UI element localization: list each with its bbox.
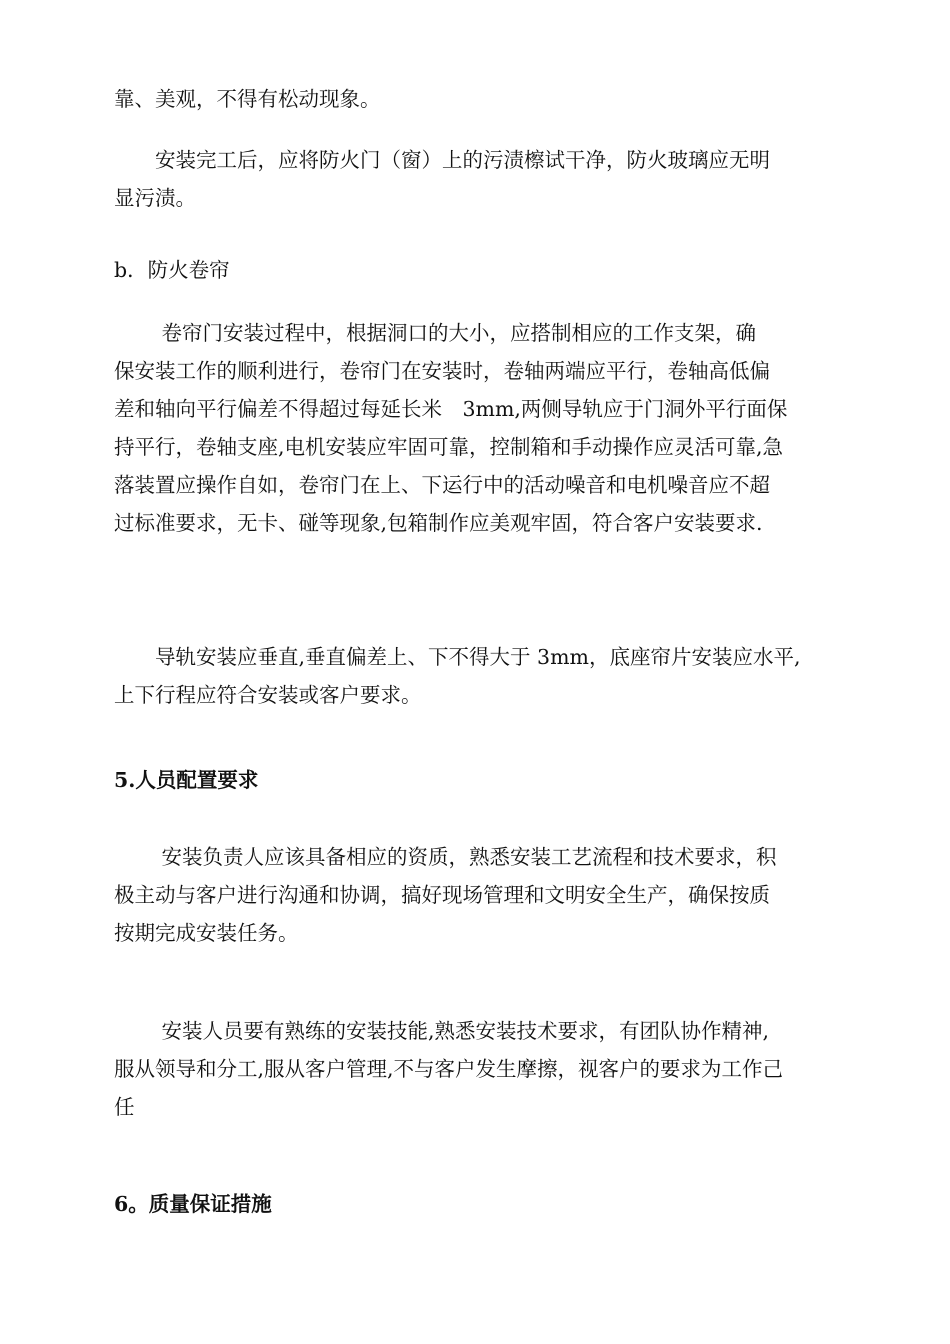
paragraph-line: 服从领导和分工,服从客户管理,不与客户发生摩擦，视客户的要求为工作己 <box>114 1057 784 1081</box>
paragraph-installation-staff <box>114 1012 844 1126</box>
paragraph-line: 落装置应操作自如，卷帘门在上、下运行中的活动噪音和电机噪音应不超 <box>114 473 770 497</box>
paragraph-line: 安装完工后，应将防火门（窗）上的污渍檫试干净，防火玻璃应无明 <box>114 148 770 172</box>
section-heading-staffing: 5.人员配置要求 <box>114 768 259 792</box>
paragraph-line: b．防火卷帘 <box>114 258 230 282</box>
section-heading-quality: 6。质量保证措施 <box>114 1192 272 1216</box>
paragraph-line: 导轨安装应垂直,垂直偏差上、下不得大于 3mm，底座帘片安装应水平, <box>114 645 801 669</box>
paragraph-line: 按期完成安装任务。 <box>114 921 299 945</box>
subheading-fire-shutter <box>114 251 844 289</box>
paragraph-line: 差和轴向平行偏差不得超过每延长米 3mm,两侧导轨应于门洞外平行面保 <box>114 397 788 421</box>
paragraph-line: 卷帘门安装过程中，根据洞口的大小，应搭制相应的工作支架，确 <box>114 321 757 345</box>
paragraph-line: 保安装工作的顺利进行，卷帘门在安装时，卷轴两端应平行，卷轴高低偏 <box>114 359 770 383</box>
paragraph-line: 安装负责人应该具备相应的资质，熟悉安装工艺流程和技术要求，积 <box>114 845 777 869</box>
paragraph-line: 上下行程应符合安装或客户要求。 <box>114 683 422 707</box>
paragraph-line: 显污渍。 <box>114 186 196 210</box>
paragraph-shutter-installation <box>114 314 844 542</box>
paragraph-guide-rail <box>114 638 844 714</box>
paragraph-line: 安装人员要有熟练的安装技能,熟悉安装技术要求，有团队协作精神, <box>114 1019 770 1043</box>
paragraph-cleaning <box>114 141 844 217</box>
paragraph-line: 极主动与客户进行沟通和协调，搞好现场管理和文明安全生产，确保按质 <box>114 883 770 907</box>
paragraph-fastening <box>114 80 844 118</box>
paragraph-installation-lead <box>114 838 844 952</box>
paragraph-line: 任 <box>114 1095 135 1119</box>
paragraph-line: 靠、美观，不得有松动现象。 <box>114 87 381 111</box>
paragraph-line: 过标准要求，无卡、碰等现象,包箱制作应美观牢固，符合客户安装要求. <box>114 511 763 535</box>
paragraph-line: 持平行，卷轴支座,电机安装应牢固可靠，控制箱和手动操作应灵活可靠,急 <box>114 435 784 459</box>
